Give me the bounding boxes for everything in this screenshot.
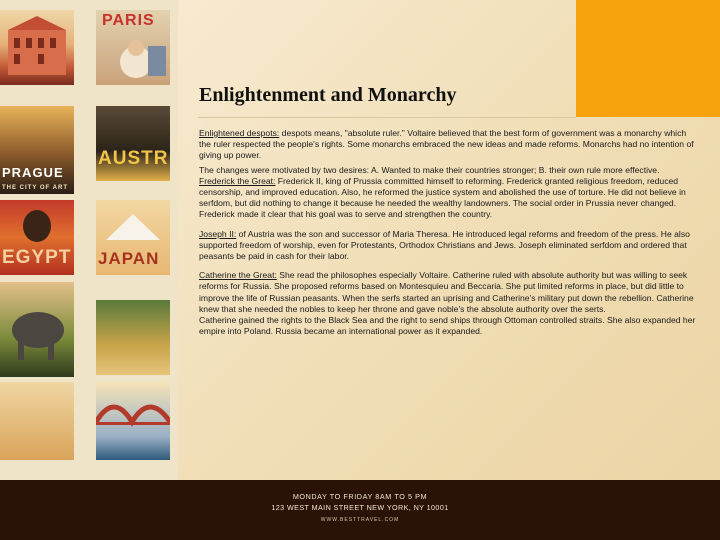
thumbnail-landscape-poster [96, 300, 170, 375]
paragraph-enlightened-despots [199, 128, 696, 162]
thumbnail-subtitle: THE CITY OF ART [2, 185, 68, 191]
poster-thumbnail-column [0, 0, 178, 480]
thumbnail-caption: JAPAN [98, 249, 160, 268]
bridge-illustration [96, 382, 170, 460]
thumbnail-forth-bridge-poster [96, 382, 170, 460]
thumbnail-caption: PARIS [102, 12, 155, 29]
thumbnail-caption: AUSTR [98, 148, 169, 169]
paragraph-joseph [199, 229, 696, 263]
footer-address: 123 WEST MAIN STREET NEW YORK, NY 10001 [271, 503, 449, 512]
thumbnail-prague-poster-panel [0, 106, 74, 194]
term-frederick-the-great: Frederick the Great: [199, 175, 276, 186]
footer-website: WWW.BESTTRAVEL.COM [320, 517, 400, 523]
thumbnail-caption: EGYPT [2, 247, 72, 268]
paragraph-text: Frederick II, king of Prussia committed himself to reforming. Frederick granted religious freedom, reduced censorship, and improved education. Also, he reformed the justice system and abolished the use of torture. He did not believe in serfdom, but did nothing to change it because he needed the wealthy landowners. The social order in Prussia never changed. Frederick made it clear that his goal was to serve and strengthen the country. [199, 175, 686, 220]
body-text [199, 128, 696, 337]
paragraph-frederick [199, 176, 696, 221]
page-title: Enlightenment and Monarchy [199, 84, 457, 106]
thumbnail-prague-lower [0, 382, 74, 460]
thumbnail-egypt-poster [0, 200, 74, 275]
thumbnail-elephant-poster [0, 282, 74, 377]
thumbnail-caption: PRAGUE [2, 165, 64, 180]
title-divider [198, 117, 576, 118]
thumbnail-paris-to-london-poster [96, 10, 170, 85]
term-enlightened-despots: Enlightened despots: [199, 128, 280, 138]
footer-hours: MONDAY TO FRIDAY 8AM TO 5 PM [292, 492, 428, 501]
elephant-illustration [0, 282, 74, 377]
paragraph-changes: The changes were motivated by two desires: A. Wanted to make their countries stronger; B. their own rule more effective. [199, 164, 660, 175]
term-catherine-the-great: Catherine the Great: [199, 270, 277, 281]
orange-accent-block [576, 0, 720, 117]
paragraph-text: She read the philosophes especially Voltaire. Catherine ruled with absolute authority but was willing to seek reforms for Russia. She proposed reforms based on Montesquieu and Beccaria. She put limited reforms in place, but did little to improve the life of Russian peasants. When the serfs started an uprising and Catherine's military put down the rebellion. Catherine knew that she needed the nobles to keep her throne and gave noble's the absolute authority over the serts. [199, 270, 694, 314]
paragraph-catherine-expansion: Catherine gained the rights to the Black Sea and the right to send ships through Ottoman controlled straits. She also expanded her empire into Poland. Russia became an international power as it expanded. [199, 315, 696, 337]
term-joseph-ii: Joseph II: [199, 228, 237, 239]
paragraph-catherine [199, 270, 696, 315]
paragraph-text: despots means, "absolute ruler." Voltaire believed that the best form of government was a monarchy which the ruler respected the people's rights. Some monarchs embraced the new ideas and made reforms. Monarchs had no intention of giving up power. [199, 128, 694, 161]
paragraph-text: of Austria was the son and successor of Maria Theresa. He introduced legal reforms and freedom of the press. He also supported freedom of worship, even for Protestants, Orthodox Christians and Jews. Joseph eliminated serfdom and ordered that peasants be paid in cash for their labor. [199, 228, 690, 262]
palace-illustration [0, 10, 74, 85]
thumbnail-japan-poster [96, 200, 170, 275]
thumbnail-austria-poster [96, 106, 170, 181]
thumbnail-jaipur-palace-poster [0, 10, 74, 85]
